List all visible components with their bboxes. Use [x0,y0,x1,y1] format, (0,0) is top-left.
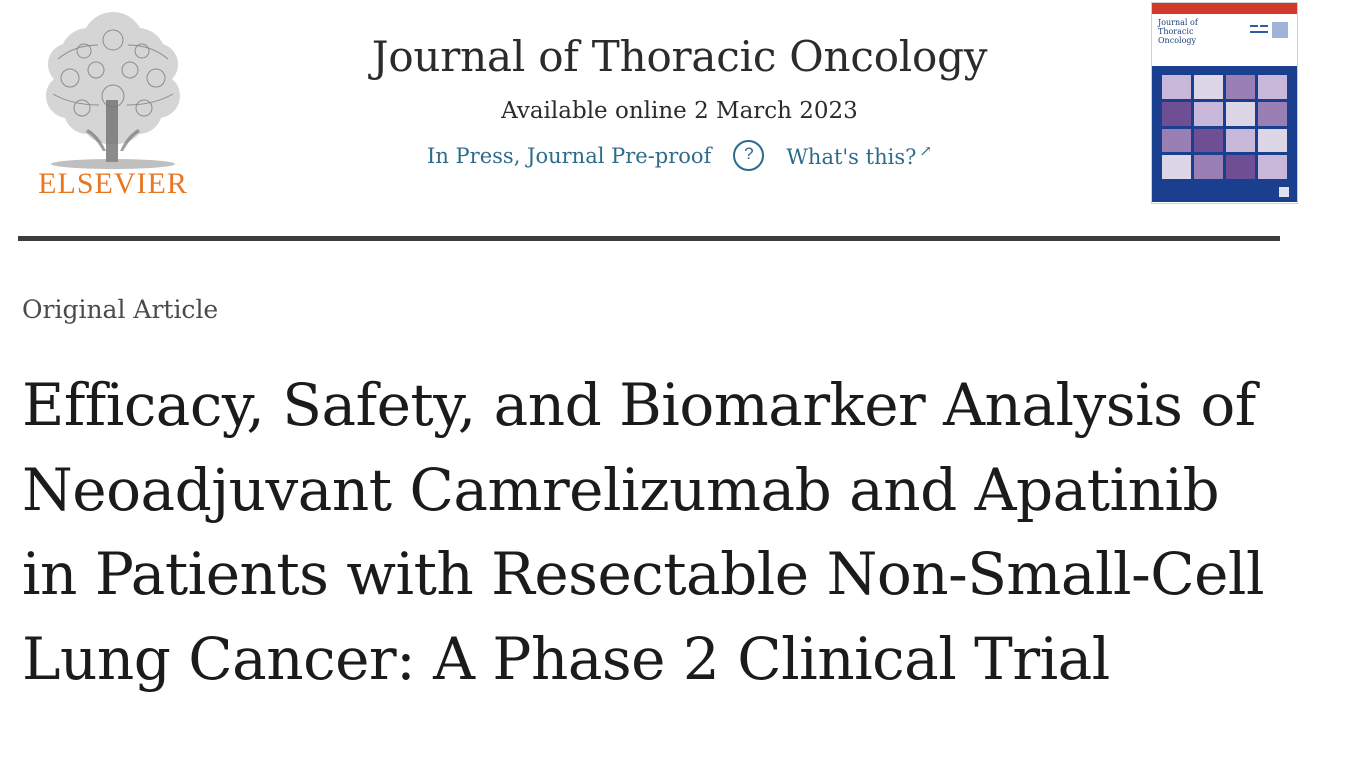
journal-status: In Press, Journal Pre-proof [427,143,712,168]
header-divider [18,236,1280,241]
article-type-label: Original Article [22,295,219,324]
journal-status-row [208,140,1151,171]
page-title: Efficacy, Safety, and Biomarker Analysis of Neoadjuvant Camrelizumab and Apatinib in Patients with Resectable Non-Small-Cell Lung Cancer: A Phase 2 Clinical Trial [22,370,1265,693]
article-block [22,295,1272,702]
whats-this-label: What's this? [786,145,917,170]
cover-masthead [1152,14,1297,66]
journal-cover-thumbnail[interactable] [1151,2,1298,204]
journal-info [208,0,1151,171]
cover-image-grid [1162,75,1287,179]
journal-header [18,0,1298,222]
external-link-icon: ↗ [919,142,932,161]
whats-this-link[interactable] [786,142,932,169]
journal-availability: Available online 2 March 2023 [501,98,858,125]
publisher-name: ELSEVIER [38,167,188,200]
cover-journal-name: Journal of Thoracic Oncology [1158,18,1198,45]
journal-title: Journal of Thoracic Oncology [371,32,988,81]
cover-corner-mark-icon [1279,187,1289,197]
cover-artwork [1152,66,1297,202]
cover-publisher-mark-icon [1250,22,1290,44]
elsevier-tree-logo [18,4,208,209]
help-icon[interactable]: ? [733,140,764,171]
cover-top-band [1152,3,1297,14]
